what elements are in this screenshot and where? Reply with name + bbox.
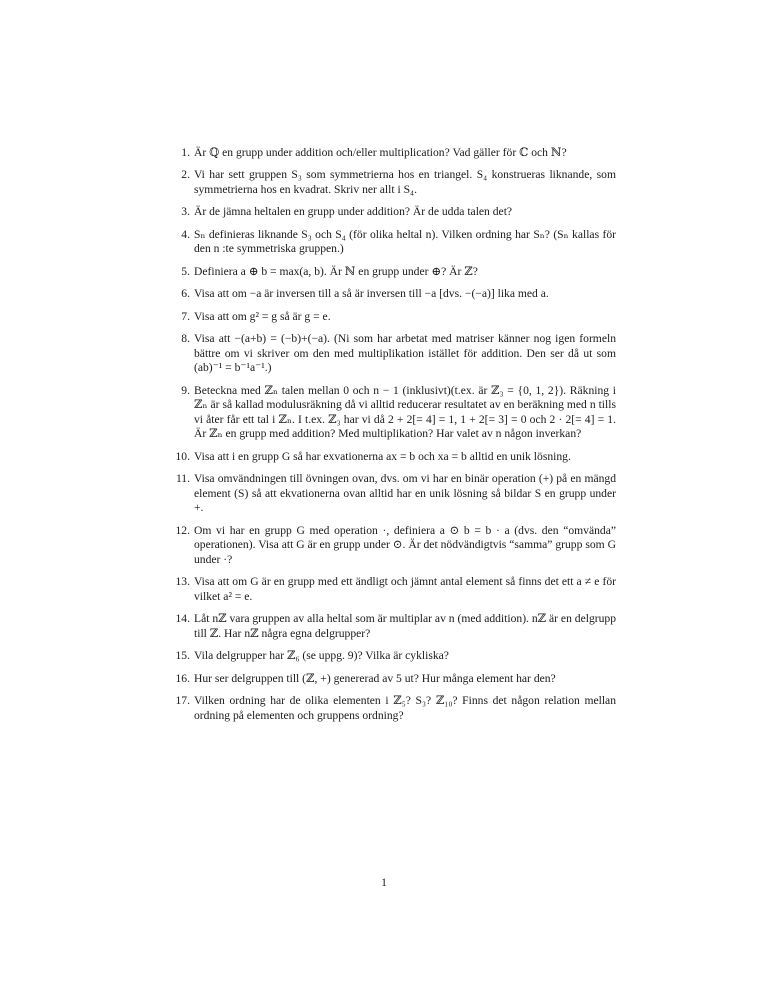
problem-number: 10. (175, 449, 190, 463)
problem-text: Hur ser delgruppen till (ℤ, +) genererad av 5 ut? Hur många element har den? (194, 671, 556, 685)
problem-text: Definiera a ⊕ b = max(a, b). Är ℕ en grupp under ⊕? Är ℤ? (194, 264, 478, 278)
problem-number: 15. (175, 649, 190, 663)
problem-list (176, 146, 616, 731)
problem-text: Om vi har en grupp G med operation ·, definiera a ⊙ b = b · a (dvs. den “omvända” operationen). Visa att G är en grupp under ⊙. Är det nödvändigtvis “samma” grupp som G under ·? (194, 523, 616, 566)
problem-item (176, 265, 616, 280)
problem-item (176, 575, 616, 604)
problem-item (176, 524, 616, 568)
problem-item (176, 228, 616, 257)
problem-number: 8. (181, 331, 190, 345)
problem-text: Sₙ definieras liknande S₃ och S₄ (för olika heltal n). Vilken ordning har Sₙ? (Sₙ kallas för den n :te symmetriska gruppen.) (194, 227, 616, 256)
problem-number: 13. (175, 575, 190, 589)
problem-item (176, 332, 616, 376)
problem-text: Är de jämna heltalen en grupp under addition? Är de udda talen det? (194, 205, 513, 219)
problem-item (176, 472, 616, 516)
problem-item (176, 450, 616, 465)
problem-text: Låt nℤ vara gruppen av alla heltal som är multiplar av n (med addition). nℤ är en delgrupp till ℤ. Har nℤ några egna delgrupper? (194, 612, 616, 640)
problem-number: 5. (181, 264, 190, 278)
problem-item (176, 310, 616, 325)
problem-item (176, 612, 616, 641)
problem-text: Visa att om g² = g så är g = e. (194, 309, 331, 323)
problem-item (176, 205, 616, 220)
problem-text: Visa att om G är en grupp med ett ändligt och jämnt antal element så finns det ett a ≠ e för vilket a² = e. (194, 575, 616, 603)
problem-item (176, 672, 616, 687)
problem-item (176, 649, 616, 664)
problem-item (176, 168, 616, 197)
problem-item (176, 694, 616, 723)
problem-text: Vila delgrupper har ℤ₆ (se uppg. 9)? Vilka är cykliska? (194, 649, 449, 663)
problem-number: 14. (175, 612, 190, 626)
problem-text: Är ℚ en grupp under addition och/eller multiplication? Vad gäller för ℂ och ℕ? (194, 146, 567, 159)
problem-item (176, 287, 616, 302)
problem-number: 4. (181, 227, 190, 241)
problem-number: 2. (181, 168, 190, 182)
problem-text: Vi har sett gruppen S₃ som symmetrierna hos en triangel. S₄ konstrueras liknande, som symmetrierna hos en kvadrat. Skriv ner allt i S₄. (194, 168, 616, 196)
problem-number: 17. (175, 693, 190, 707)
problem-number: 16. (175, 671, 190, 685)
problem-number: 7. (181, 309, 190, 323)
problem-text: Visa att om −a är inversen till a så är inversen till −a [dvs. −(−a)] lika med a. (194, 287, 549, 301)
problem-number: 11. (175, 472, 190, 486)
problem-item (176, 146, 616, 161)
problem-number: 6. (181, 287, 190, 301)
problem-number: 3. (181, 205, 190, 219)
problem-text: Beteckna med ℤₙ talen mellan 0 och n − 1 (inklusivt)(t.ex. är ℤ₃ = {0, 1, 2}). Räkning i ℤₙ är så kallad modulusräkning då vi alltid reducerar resultatet av en beräkning med n tills vi åter får ett tal i ℤₙ. I t.ex. ℤ₃ har vi då 2 + 2[= 4] = 1, 1 + 2[= 3] = 0 och 2 · 2[= 4] = 1. Är ℤₙ en grupp med addition? Med multiplikation? Har valet av n någon inverkan? (194, 383, 616, 441)
problem-text: Visa att −(a+b) = (−b)+(−a). (Ni som har arbetat med matriser känner nog igen formeln bättre om vi skriver om den med multiplikation istället för addition. Den ser då ut som (ab)⁻¹ = b⁻¹a⁻¹.) (194, 331, 616, 375)
problem-item (176, 384, 616, 442)
problem-text: Visa omvändningen till övningen ovan, dvs. om vi har en binär operation (+) på en mängd element (S) så att ekvationerna ovan alltid har en unik lösning så bildar S en grupp under +. (194, 472, 616, 515)
page-number: 1 (381, 876, 387, 889)
problem-number: 9. (181, 383, 190, 397)
problem-number: 1. (181, 146, 190, 159)
problem-number: 12. (175, 523, 190, 537)
problem-text: Visa att i en grupp G så har exvationerna ax = b och xa = b alltid en unik lösning. (194, 449, 571, 463)
problem-text: Vilken ordning har de olika elementen i ℤ₅? S₃? ℤ₁₀? Finns det någon relation mellan ordning på elementen och gruppens ordning? (194, 693, 616, 722)
